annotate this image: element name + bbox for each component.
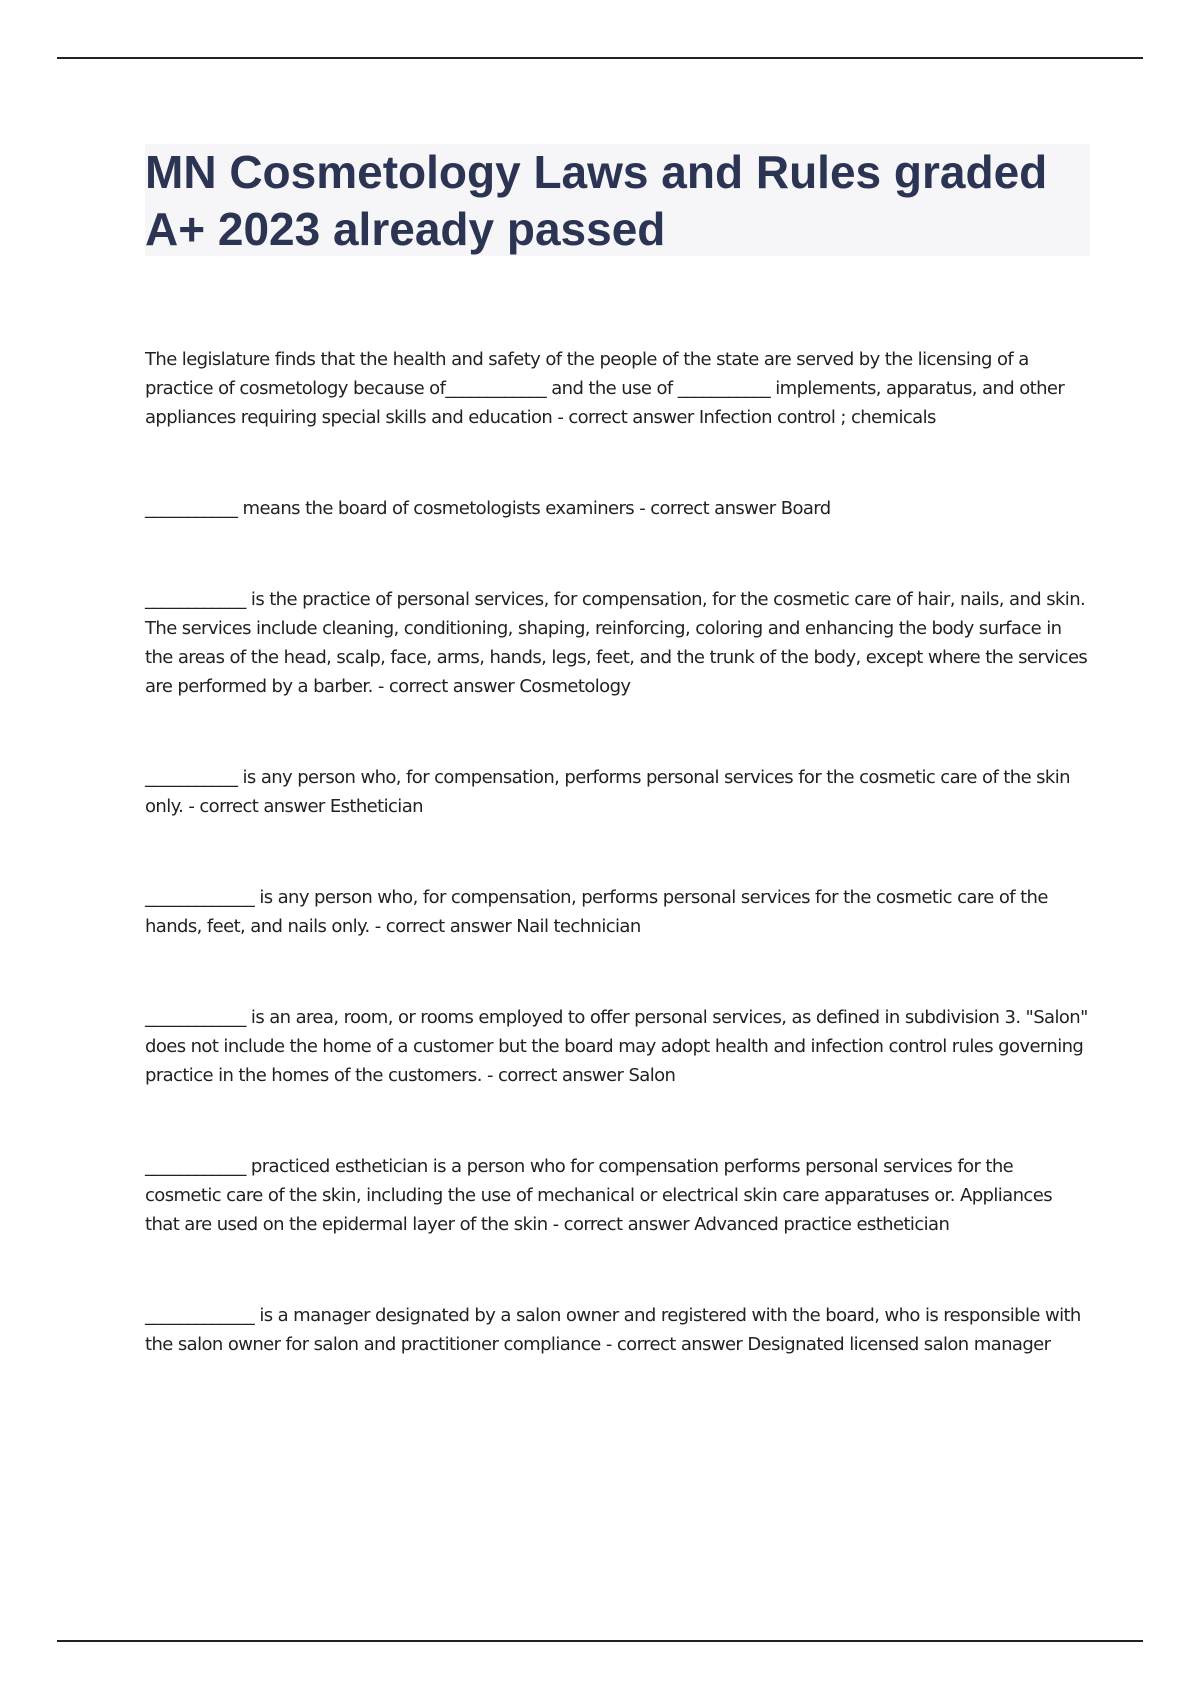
qa-entry: ____________ practiced esthetician is a person who for compensation performs personal services for the cosmetic care of the skin, including the use of mechanical or electrical skin care apparatuses or. Appliances that are used on the epidermal layer of the skin - correct answer Advanced practice esthetician	[145, 1156, 1052, 1235]
qa-entry: _____________ is a manager designated by a salon owner and registered with the board, who is responsible with the salon owner for salon and practitioner compliance - correct answer Designated licensed salon manager	[145, 1305, 1081, 1355]
qa-entry: ____________ is an area, room, or rooms employed to offer personal services, as defined in subdivision 3. "Salon" does not include the home of a customer but the board may adopt health and infection control rules governing practice in the homes of the customers. - correct answer Salon	[145, 1007, 1088, 1086]
bottom-rule	[57, 1640, 1143, 1642]
qa-list	[145, 345, 1090, 1359]
qa-entry: The legislature finds that the health and safety of the people of the state are served by the licensing of a practice of cosmetology because of____________ and the use of ___________ implements, apparatus, and other appliances requiring special skills and education - correct answer Infection control ; chemicals	[145, 349, 1065, 428]
qa-entry: ____________ is the practice of personal services, for compensation, for the cosmetic care of hair, nails, and skin. The services include cleaning, conditioning, shaping, reinforcing, coloring and enhancing the body surface in the areas of the head, scalp, face, arms, hands, legs, feet, and the trunk of the body, except where the services are performed by a barber. - correct answer Cosmetology	[145, 589, 1088, 697]
document-title: MN Cosmetology Laws and Rules graded A+ 2023 already passed	[145, 146, 1048, 255]
top-rule	[57, 57, 1143, 59]
qa-entry: ___________ means the board of cosmetologists examiners - correct answer Board	[145, 498, 831, 519]
qa-entry: _____________ is any person who, for compensation, performs personal services for the cosmetic care of the hands, feet, and nails only. - correct answer Nail technician	[145, 887, 1048, 937]
qa-entry: ___________ is any person who, for compensation, performs personal services for the cosmetic care of the skin only. - correct answer Esthetician	[145, 767, 1070, 817]
